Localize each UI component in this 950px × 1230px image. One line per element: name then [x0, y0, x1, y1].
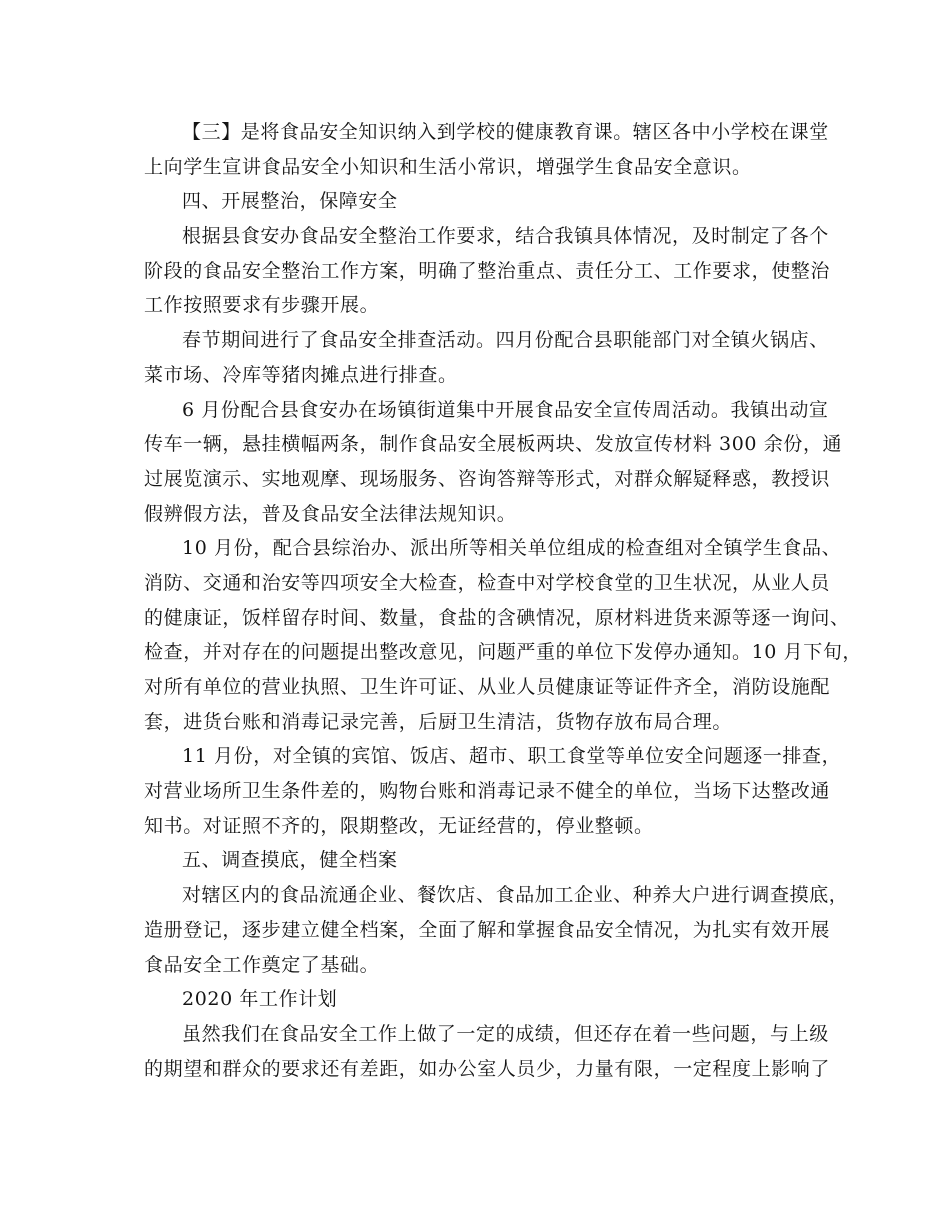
text-line: 传车一辆，悬挂横幅两条，制作食品安全展板两块、发放宣传材料 300 余份，通	[144, 433, 843, 456]
text-line: 工作按照要求有步骤开展。	[144, 294, 380, 317]
text-line: 菜市场、冷库等猪肉摊点进行排查。	[144, 363, 458, 386]
text-line: 对所有单位的营业执照、卫生许可证、从业人员健康证等证件齐全，消防设施配	[144, 676, 831, 698]
text-line: 6 月份配合县食安办在场镇街道集中开展食品安全宣传周活动。我镇出动宣	[182, 398, 829, 421]
text-line: 阶段的食品安全整治工作方案，明确了整治重点、责任分工、工作要求，使整治	[144, 259, 831, 282]
text-line: 知书。对证照不齐的，限期整改，无证经营的，停业整顿。	[144, 814, 654, 837]
text-line: 造册登记，逐步建立健全档案，全面了解和掌握食品安全情况，为扎实有效开展	[144, 918, 831, 941]
text-line: 消防、交通和治安等四项安全大检查，检查中对学校食堂的卫生状况，从业人员	[144, 571, 831, 594]
text-line: 假辨假方法，普及食品安全法律法规知识。	[144, 502, 517, 525]
text-line: 五、调查摸底，健全档案	[182, 849, 398, 872]
text-line: 对辖区内的食品流通企业、餐饮店、食品加工企业、种养大户进行调查摸底，	[182, 884, 849, 907]
text-line: 检查，并对存在的问题提出整改意见，问题严重的单位下发停办通知。10 月下旬，	[144, 641, 863, 664]
text-line: 2020 年工作计划	[182, 988, 338, 1011]
text-line: 根据县食安办食品安全整治工作要求，结合我镇具体情况，及时制定了各个	[182, 225, 829, 248]
text-line: 春节期间进行了食品安全排查活动。四月份配合县职能部门对全镇火锅店、	[182, 329, 829, 352]
text-line: 【三】是将食品安全知识纳入到学校的健康教育课。辖区各中小学校在课堂	[182, 121, 829, 143]
text-line: 的健康证，饭样留存时间、数量，食盐的含碘情况，原材料进货来源等逐一询问、	[144, 606, 850, 629]
text-line: 对营业场所卫生条件差的，购物台账和消毒记录不健全的单位，当场下达整改通	[144, 780, 831, 803]
text-line: 食品安全工作奠定了基础。	[144, 953, 380, 976]
text-line: 10 月份，配合县综治办、派出所等相关单位组成的检查组对全镇学生食品、	[182, 537, 842, 560]
text-line: 四、开展整治，保障安全	[182, 190, 398, 213]
text-line: 过展览演示、实地观摩、现场服务、咨询答辩等形式，对群众解疑释惑，教授识	[144, 467, 831, 490]
text-line: 11 月份，对全镇的宾馆、饭店、超市、职工食堂等单位安全问题逐一排查，	[182, 745, 842, 768]
text-line: 虽然我们在食品安全工作上做了一定的成绩，但还存在着一些问题，与上级	[182, 1022, 829, 1045]
text-line: 上向学生宣讲食品安全小知识和生活小常识，增强学生食品安全意识。	[144, 155, 752, 178]
document-body	[144, 115, 863, 1086]
text-line: 套，进货台账和消毒记录完善，后厨卫生清洁，货物存放布局合理。	[144, 710, 733, 733]
text-line: 的期望和群众的要求还有差距，如办公室人员少，力量有限，一定程度上影响了	[144, 1057, 831, 1080]
